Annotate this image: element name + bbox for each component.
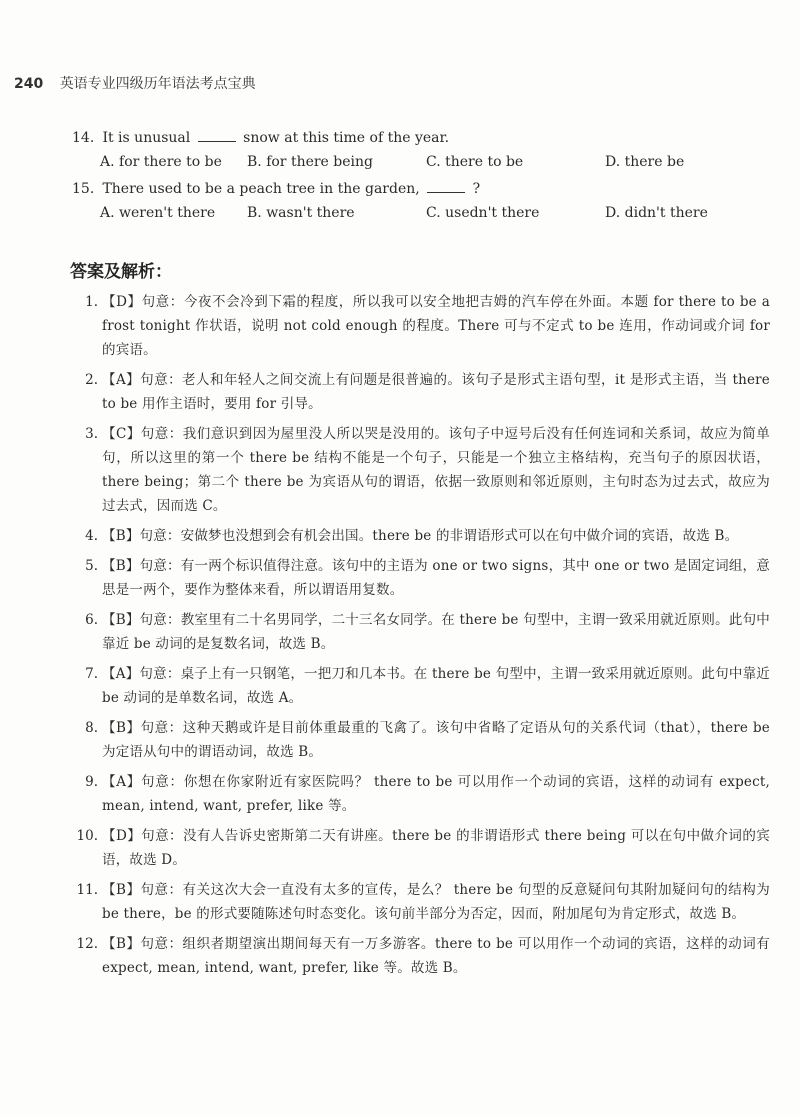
- answer-explanation: 【B】句意：安做梦也没想到会有机会出国。there be 的非谓语形式可以在句中做介词的宾语，故选 B。: [102, 528, 739, 544]
- answer-number: 1.: [85, 294, 98, 310]
- answer-item: [70, 932, 770, 980]
- answer-blank: [427, 180, 465, 193]
- answer-explanation: 【B】句意：教室里有二十名男同学，二十三名女同学。在 there be 句型中，主谓一致采用就近原则。此句中靠近 be 动词的是复数名词，故选 B。: [102, 612, 770, 652]
- answer-explanation: 【A】句意：你想在你家附近有家医院吗？ there to be 可以用作一个动词的宾语，这样的动词有 expect, mean, intend, want, prefer, like 等。: [102, 774, 770, 814]
- answer-list: [70, 290, 770, 986]
- answer-explanation: 【A】句意：老人和年轻人之间交流上有问题是很普遍的。该句子是形式主语句型，it 是形式主语，当 there to be 用作主语时，要用 for 引导。: [102, 372, 770, 412]
- answer-number: 12.: [76, 936, 98, 952]
- answers-section-title: 答案及解析：: [70, 262, 172, 282]
- answer-blank: [198, 129, 236, 142]
- option-a: A. for there to be: [100, 154, 222, 170]
- answer-number: 4.: [85, 528, 98, 544]
- answer-item: [70, 608, 770, 656]
- answer-number: 8.: [85, 720, 98, 736]
- answer-explanation: 【B】句意：有关这次大会一直没有太多的宣传，是么？ there be 句型的反意疑问句其附加疑问句的结构为 be there，be 的形式要随陈述句时态变化。该句前半部分为否定，因而，附加尾句为肯定形式，故选 B。: [102, 882, 770, 922]
- answer-item: [70, 662, 770, 710]
- answer-item: [70, 770, 770, 818]
- answer-explanation: 【B】句意：有一两个标识值得注意。该句中的主语为 one or two signs，其中 one or two 是固定词组，意思是一两个，要作为整体来看，所以谓语用复数。: [102, 558, 770, 598]
- answer-item: [70, 878, 770, 926]
- option-c: C. there to be: [426, 154, 524, 170]
- answer-number: 2.: [85, 372, 98, 388]
- question-stem-after: ?: [472, 181, 481, 197]
- answer-number: 10.: [76, 828, 98, 844]
- question-stem-after: snow at this time of the year.: [243, 130, 450, 146]
- answer-explanation: 【C】句意：我们意识到因为屋里没人所以哭是没用的。该句子中逗号后没有任何连词和关系词，故应为简单句，所以这里的第一个 there be 结构不能是一个句子，只能是一个独立主格结构，充当句子的原因状语，there being；第二个 there be 为宾语从句的谓语，依据一致原则和邻近原则，主句时态为过去式，故应为过去式，因而选 C。: [102, 426, 770, 514]
- answer-explanation: 【B】句意：组织者期望演出期间每天有一万多游客。there to be 可以用作一个动词的宾语，这样的动词有 expect, mean, intend, want, prefer, like 等。故选 B。: [102, 936, 770, 976]
- answer-item: [70, 290, 770, 362]
- option-d: D. there be: [605, 154, 685, 170]
- option-b: B. for there being: [247, 154, 373, 170]
- answer-explanation: 【D】句意：没有人告诉史密斯第二天有讲座。there be 的非谓语形式 there being 可以在句中做介词的宾语，故选 D。: [102, 828, 770, 868]
- option-a: A. weren't there: [100, 205, 216, 221]
- answer-item: [70, 368, 770, 416]
- answer-number: 5.: [85, 558, 98, 574]
- answer-item: [70, 554, 770, 602]
- answer-item: [70, 716, 770, 764]
- question-number: 14.: [72, 130, 95, 146]
- answer-number: 6.: [85, 612, 98, 628]
- answer-number: 9.: [85, 774, 98, 790]
- question-15: [72, 180, 480, 197]
- question-stem-before: There used to be a peach tree in the garden,: [102, 181, 420, 197]
- answer-number: 3.: [85, 426, 98, 442]
- page-header: [14, 73, 256, 93]
- answer-number: 7.: [85, 666, 98, 682]
- answer-item: [70, 824, 770, 872]
- option-d: D. didn't there: [605, 205, 708, 221]
- option-b: B. wasn't there: [247, 205, 355, 221]
- question-number: 15.: [72, 181, 95, 197]
- book-title: 英语专业四级历年语法考点宝典: [59, 76, 256, 92]
- option-c: C. usedn't there: [426, 205, 540, 221]
- answer-explanation: 【B】句意：这种天鹅或许是目前体重最重的飞禽了。该句中省略了定语从句的关系代词（that），there be 为定语从句中的谓语动词，故选 B。: [102, 720, 770, 760]
- page-number: 240: [14, 76, 44, 92]
- answer-number: 11.: [76, 882, 98, 898]
- question-stem-before: It is unusual: [102, 130, 191, 146]
- answer-explanation: 【D】句意：今夜不会冷到下霜的程度，所以我可以安全地把吉姆的汽车停在外面。本题 for there to be a frost tonight 作状语，说明 not cold enough 的程度。There 可与不定式 to be 连用，作动词或介词 for 的宾语。: [102, 294, 770, 358]
- answer-explanation: 【A】句意：桌子上有一只钢笔，一把刀和几本书。在 there be 句型中，主谓一致采用就近原则。此句中靠近 be 动词的是单数名词，故选 A。: [102, 666, 770, 706]
- answer-item: [70, 422, 770, 518]
- question-14: [72, 129, 449, 146]
- answer-item: [70, 524, 770, 548]
